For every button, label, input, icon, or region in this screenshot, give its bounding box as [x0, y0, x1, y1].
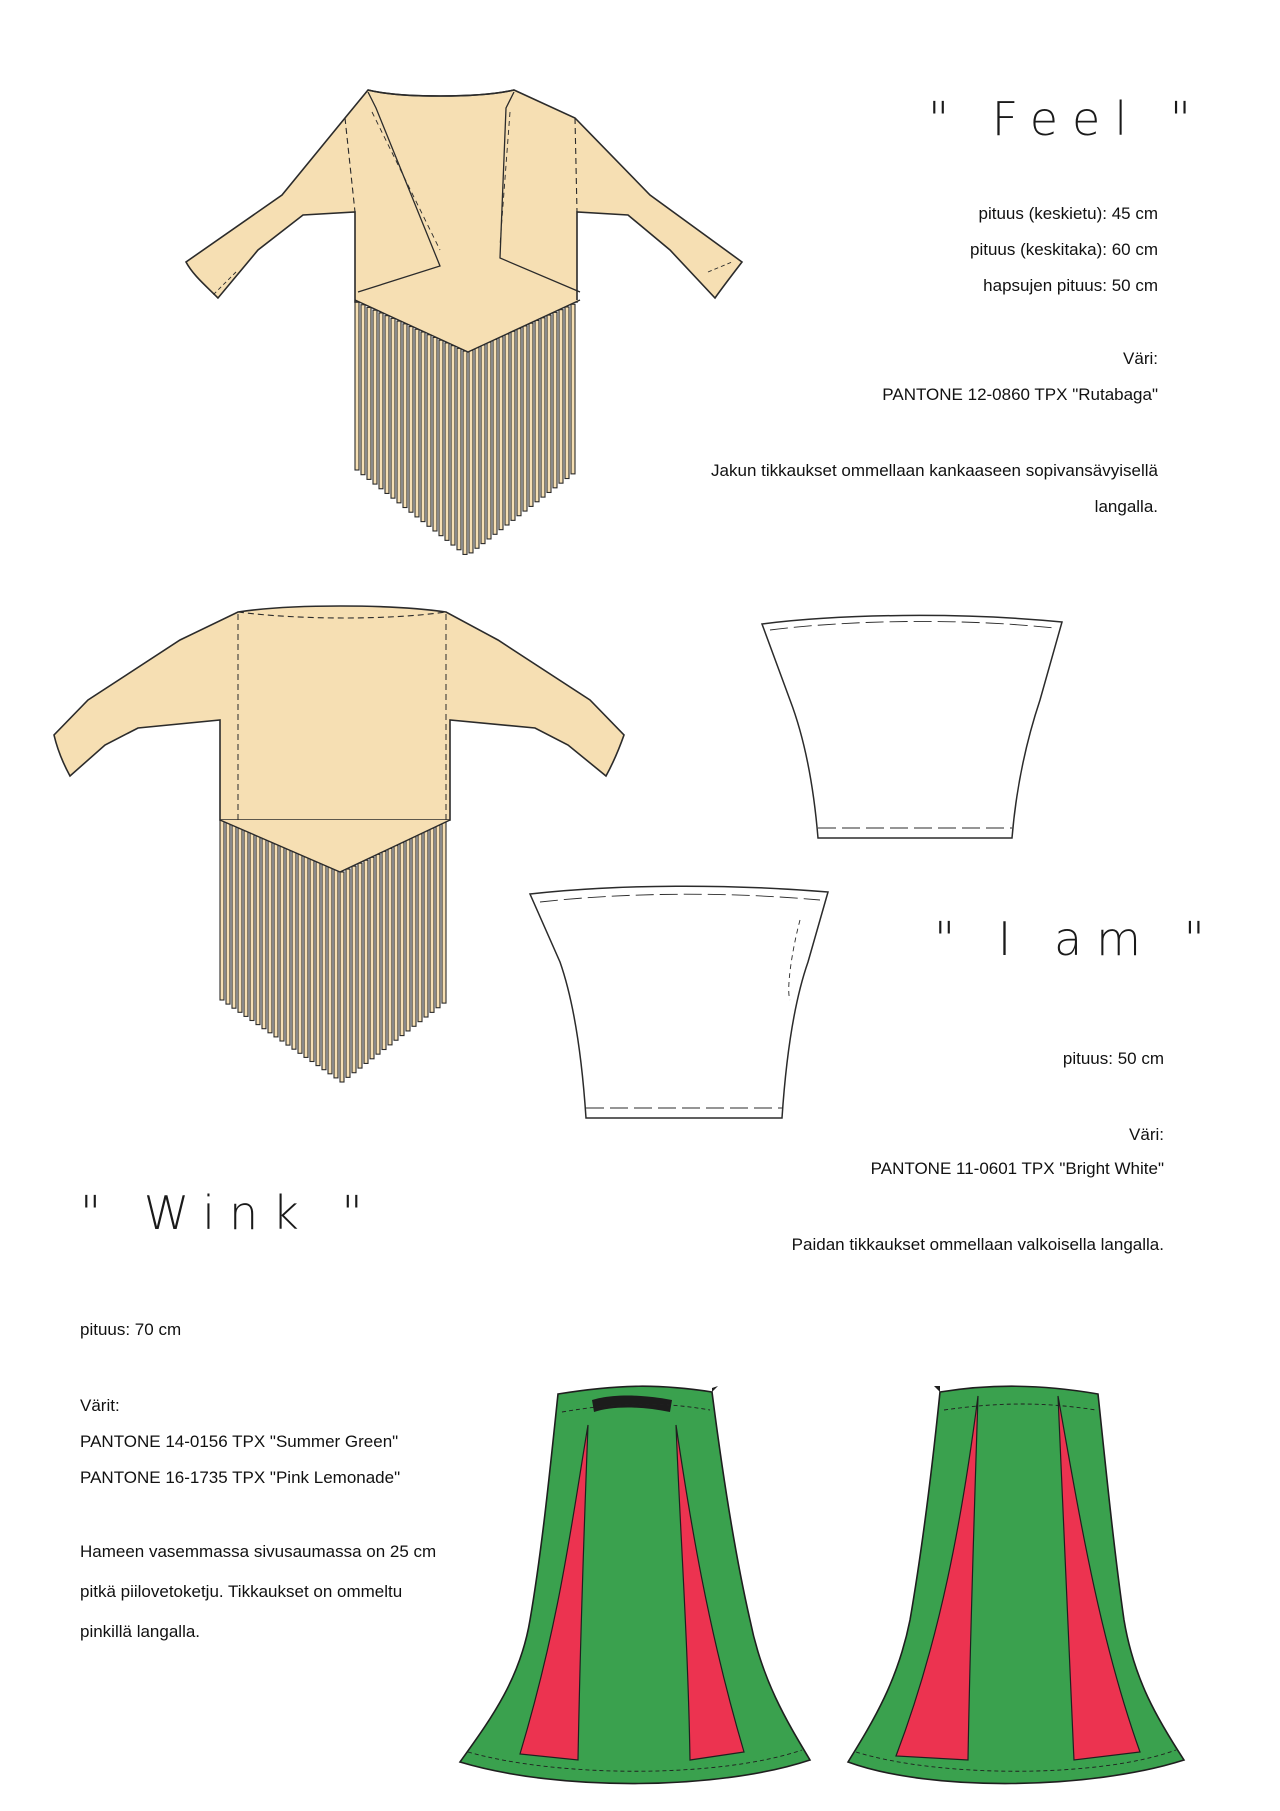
wink-title: " Wink " [80, 1186, 377, 1240]
wink-color-green: PANTONE 14-0156 TPX "Summer Green" [80, 1432, 399, 1451]
iam-title: " I am " [934, 912, 1219, 966]
feel-title: " Feel " [928, 92, 1205, 146]
wink-color-pink: PANTONE 16-1735 TPX "Pink Lemonade" [80, 1468, 401, 1487]
feel-color-label: Väri: [1123, 349, 1158, 368]
feel-spec-fringe-length: hapsujen pituus: 50 cm [983, 276, 1158, 295]
iam-color-label: Väri: [1129, 1125, 1164, 1144]
wink-note-line2: pitkä piilovetoketju. Tikkaukset on ommeltu [80, 1582, 403, 1601]
wink-color-label: Värit: [80, 1396, 120, 1415]
iam-note: Paidan tikkaukset ommellaan valkoisella langalla. [791, 1235, 1164, 1254]
feel-spec-back-length: pituus (keskitaka): 60 cm [969, 240, 1158, 259]
iam-color-value: PANTONE 11-0601 TPX "Bright White" [870, 1159, 1164, 1178]
feel-note-line2: langalla. [1094, 497, 1158, 516]
feel-color-value: PANTONE 12-0860 TPX "Rutabaga" [882, 385, 1158, 404]
feel-note-line1: Jakun tikkaukset ommellaan kankaaseen sopivansävyisellä [711, 461, 1158, 480]
wink-note-line3: pinkillä langalla. [80, 1622, 201, 1641]
wink-spec-length: pituus: 70 cm [80, 1320, 182, 1339]
feel-spec-front-length: pituus (keskietu): 45 cm [978, 204, 1158, 223]
iam-spec-length: pituus: 50 cm [1062, 1049, 1164, 1068]
wink-note-line1: Hameen vasemmassa sivusaumassa on 25 cm [80, 1542, 437, 1561]
